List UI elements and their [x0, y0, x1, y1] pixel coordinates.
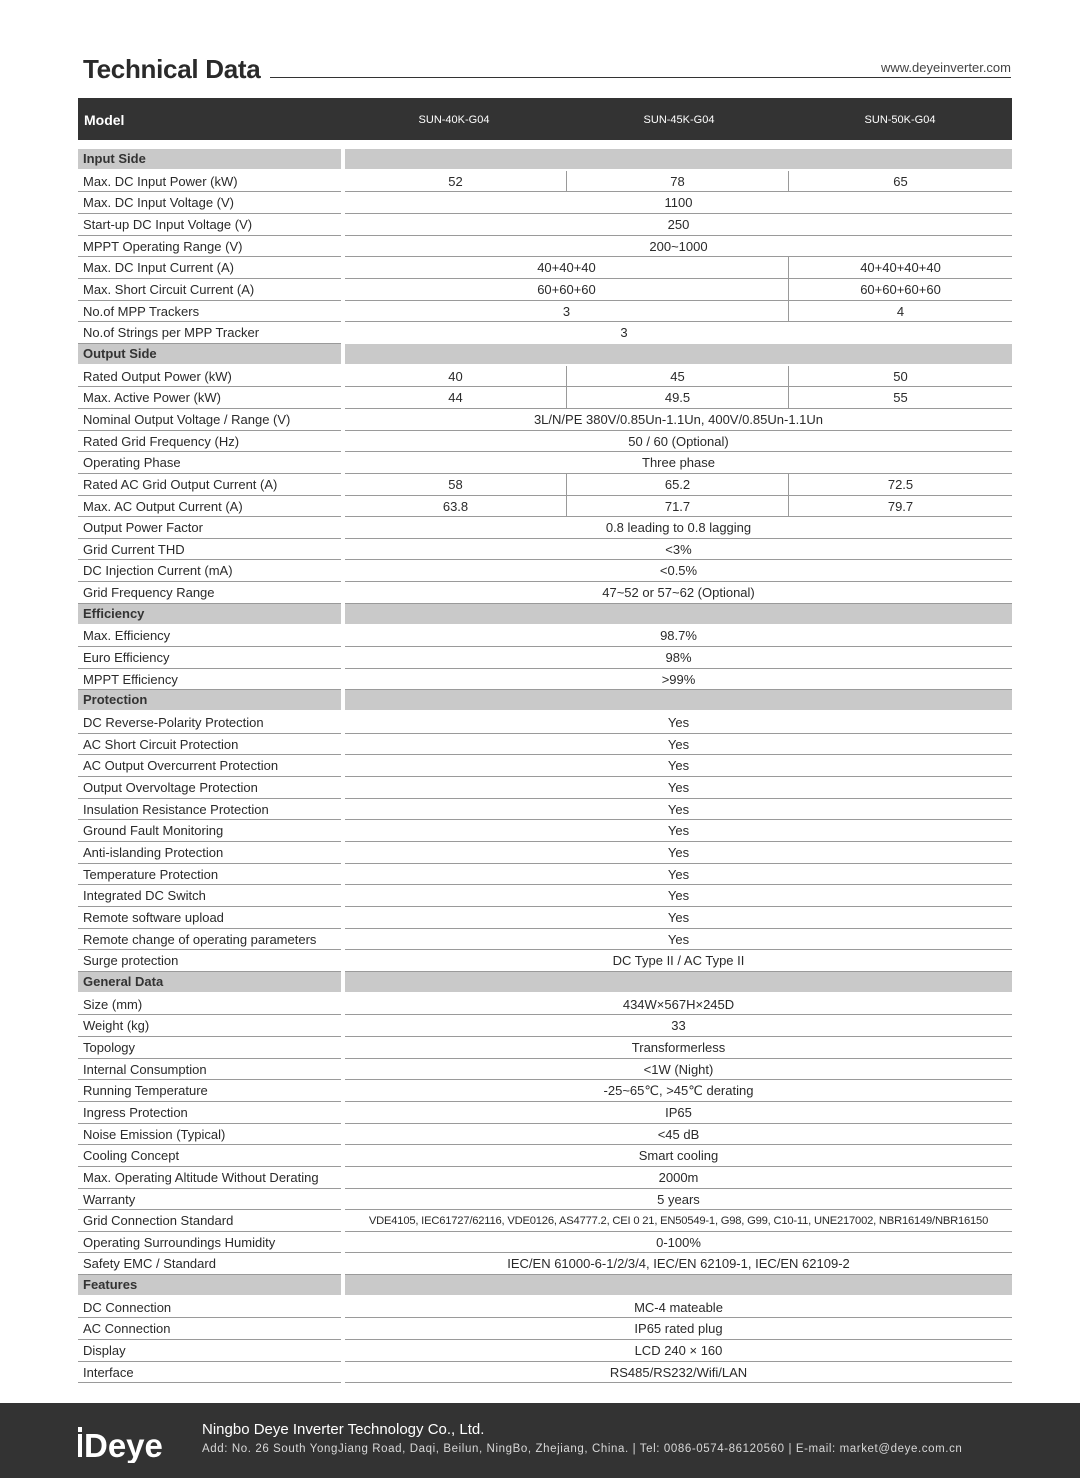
model-label: Model	[84, 112, 125, 128]
section-fill	[345, 690, 1012, 710]
spec-value: 50 / 60 (Optional)	[345, 431, 1012, 453]
section-title: Input Side	[78, 149, 341, 169]
model-name-3: SUN-50K-G04	[864, 114, 936, 126]
spec-value: 78	[567, 171, 789, 193]
spec-label: DC Connection	[78, 1297, 341, 1319]
spec-label: Insulation Resistance Protection	[78, 799, 341, 821]
spec-label: Size (mm)	[78, 994, 341, 1016]
spec-label: Output Power Factor	[78, 517, 341, 539]
spec-value: <1W (Night)	[345, 1059, 1012, 1081]
spec-value: 3	[345, 301, 789, 323]
spec-label: Internal Consumption	[78, 1059, 341, 1081]
table-row	[78, 799, 1012, 821]
spec-label: Max. DC Input Power (kW)	[78, 171, 341, 193]
model-header-bar	[78, 98, 1012, 140]
spec-value: 71.7	[567, 496, 789, 518]
spec-value: 72.5	[789, 474, 1012, 496]
spec-value: 60+60+60+60	[789, 279, 1012, 301]
spec-value: 3L/N/PE 380V/0.85Un-1.1Un, 400V/0.85Un-1.1Un	[345, 409, 1012, 431]
table-row	[78, 1102, 1012, 1124]
section-title: General Data	[78, 972, 341, 992]
spec-value: MC-4 mateable	[345, 1297, 1012, 1319]
spec-value: IP65 rated plug	[345, 1318, 1012, 1340]
spec-label: Noise Emission (Typical)	[78, 1124, 341, 1146]
section-header-row	[78, 690, 1012, 712]
table-row	[78, 994, 1012, 1016]
spec-value: -25~65℃, >45℃ derating	[345, 1080, 1012, 1102]
table-row	[78, 712, 1012, 734]
spec-value: 98%	[345, 647, 1012, 669]
section-header-row	[78, 1275, 1012, 1297]
spec-value: 47~52 or 57~62 (Optional)	[345, 582, 1012, 604]
section-fill	[345, 604, 1012, 624]
table-row	[78, 1167, 1012, 1189]
spec-value: Yes	[345, 777, 1012, 799]
spec-value: <3%	[345, 539, 1012, 561]
spec-label: Rated Output Power (kW)	[78, 366, 341, 388]
spec-label: Max. AC Output Current (A)	[78, 496, 341, 518]
spec-value: IP65	[345, 1102, 1012, 1124]
spec-value: 33	[345, 1015, 1012, 1037]
section-header-row	[78, 604, 1012, 626]
spec-label: Running Temperature	[78, 1080, 341, 1102]
table-row	[78, 474, 1012, 496]
page-title: Technical Data	[83, 54, 261, 84]
spec-label: Max. Efficiency	[78, 625, 341, 647]
spec-value: 1100	[345, 192, 1012, 214]
spec-value: Transformerless	[345, 1037, 1012, 1059]
spec-value: 63.8	[345, 496, 567, 518]
spec-value: 0-100%	[345, 1232, 1012, 1254]
table-row	[78, 322, 1012, 344]
spec-label: Max. DC Input Voltage (V)	[78, 192, 341, 214]
spec-label: Surge protection	[78, 950, 341, 972]
table-row	[78, 647, 1012, 669]
company-address: Add: No. 26 South YongJiang Road, Daqi, Beilun, NingBo, Zhejiang, China. | Tel: 0086-0574-86120560 | E-mail: market@deye.com.cn	[202, 1443, 963, 1455]
spec-value: 40	[345, 366, 567, 388]
spec-value: 79.7	[789, 496, 1012, 518]
spec-value: 5 years	[345, 1189, 1012, 1211]
spec-label: Max. Active Power (kW)	[78, 387, 341, 409]
table-row	[78, 777, 1012, 799]
table-row	[78, 864, 1012, 886]
table-row	[78, 387, 1012, 409]
spec-label: Integrated DC Switch	[78, 885, 341, 907]
table-row	[78, 496, 1012, 518]
spec-value: 98.7%	[345, 625, 1012, 647]
spec-value: >99%	[345, 669, 1012, 691]
table-row	[78, 1297, 1012, 1319]
spec-value: 434W×567H×245D	[345, 994, 1012, 1016]
spec-label: Cooling Concept	[78, 1145, 341, 1167]
table-row	[78, 820, 1012, 842]
spec-value: 40+40+40+40	[789, 257, 1012, 279]
spec-value: LCD 240 × 160	[345, 1340, 1012, 1362]
spec-value: DC Type II / AC Type II	[345, 950, 1012, 972]
section-title: Protection	[78, 690, 341, 710]
table-row	[78, 1145, 1012, 1167]
spec-label: Operating Phase	[78, 452, 341, 474]
spec-value: 3	[620, 325, 628, 341]
spec-value: VDE4105, IEC61727/62116, VDE0126, AS4777.2, CEI 0 21, EN50549-1, G98, G99, C10-11, UNE217002, NBR16149/NBR16150	[345, 1210, 1012, 1232]
section-fill	[345, 1275, 1012, 1295]
spec-label: Interface	[78, 1362, 341, 1384]
spec-value: Smart cooling	[345, 1145, 1012, 1167]
website-link[interactable]: www.deyeinverter.com	[880, 60, 1011, 75]
spec-value: 4	[789, 301, 1012, 323]
spec-label: No.of MPP Trackers	[78, 301, 341, 323]
spec-value: Yes	[345, 820, 1012, 842]
spec-label: Weight (kg)	[78, 1015, 341, 1037]
spec-label: Start-up DC Input Voltage (V)	[78, 214, 341, 236]
table-row	[78, 950, 1012, 972]
table-row	[78, 1015, 1012, 1037]
spec-value: 2000m	[345, 1167, 1012, 1189]
spec-label: MPPT Operating Range (V)	[78, 236, 341, 258]
table-row	[78, 582, 1012, 604]
deye-logo	[78, 1423, 178, 1463]
table-row	[78, 929, 1012, 951]
spec-value: 55	[789, 387, 1012, 409]
spec-label: Grid Connection Standard	[78, 1210, 341, 1232]
table-row	[78, 431, 1012, 453]
spec-value: 65	[789, 171, 1012, 193]
spec-value: Yes	[345, 907, 1012, 929]
table-row	[78, 192, 1012, 214]
spec-label: AC Connection	[78, 1318, 341, 1340]
spec-value: Yes	[345, 842, 1012, 864]
spec-label: No.of Strings per MPP Tracker	[78, 322, 341, 344]
spec-label: Safety EMC / Standard	[78, 1253, 341, 1275]
spec-label: AC Output Overcurrent Protection	[78, 755, 341, 777]
table-row	[78, 1080, 1012, 1102]
spec-value: <0.5%	[345, 560, 1012, 582]
spec-value: Yes	[345, 734, 1012, 756]
spec-label: Nominal Output Voltage / Range (V)	[78, 409, 341, 431]
table-row	[78, 755, 1012, 777]
table-row	[78, 236, 1012, 258]
spec-value: 49.5	[567, 387, 789, 409]
table-row	[78, 1037, 1012, 1059]
table-row	[78, 907, 1012, 929]
svg-text:Deye: Deye	[84, 1427, 163, 1463]
table-row	[78, 366, 1012, 388]
model-name-1: SUN-40K-G04	[418, 114, 490, 126]
company-name: Ningbo Deye Inverter Technology Co., Ltd.	[202, 1421, 485, 1438]
table-row	[78, 539, 1012, 561]
section-header-row	[78, 972, 1012, 994]
spec-value: Yes	[345, 885, 1012, 907]
spec-label: Remote change of operating parameters	[78, 929, 341, 951]
table-row	[78, 1362, 1012, 1384]
table-row	[78, 1253, 1012, 1275]
table-row	[78, 279, 1012, 301]
spec-value: 58	[345, 474, 567, 496]
spec-label: Output Overvoltage Protection	[78, 777, 341, 799]
spec-value: Yes	[345, 799, 1012, 821]
spec-label: Topology	[78, 1037, 341, 1059]
spec-label: Max. Short Circuit Current (A)	[78, 279, 341, 301]
spec-value: 50	[789, 366, 1012, 388]
table-row	[78, 669, 1012, 691]
table-row	[78, 560, 1012, 582]
spec-value: Three phase	[345, 452, 1012, 474]
table-row	[78, 301, 1012, 323]
section-fill	[345, 149, 1012, 169]
spec-value: 65.2	[567, 474, 789, 496]
table-row	[78, 409, 1012, 431]
spec-label: Max. Operating Altitude Without Derating	[78, 1167, 341, 1189]
spec-label: Operating Surroundings Humidity	[78, 1232, 341, 1254]
model-name-2: SUN-45K-G04	[643, 114, 715, 126]
spec-label: Max. DC Input Current (A)	[78, 257, 341, 279]
table-row	[78, 734, 1012, 756]
section-header-row	[78, 344, 1012, 366]
table-row	[78, 625, 1012, 647]
table-row	[78, 257, 1012, 279]
spec-label: Euro Efficiency	[78, 647, 341, 669]
section-fill	[345, 972, 1012, 992]
section-fill	[345, 344, 1012, 364]
spec-label: Remote software upload	[78, 907, 341, 929]
spec-value: Yes	[345, 712, 1012, 734]
spec-label: Warranty	[78, 1189, 341, 1211]
section-title: Efficiency	[78, 604, 341, 624]
table-row	[78, 214, 1012, 236]
spec-value: 44	[345, 387, 567, 409]
spec-value: IEC/EN 61000-6-1/2/3/4, IEC/EN 62109-1, IEC/EN 62109-2	[345, 1253, 1012, 1275]
spec-table	[78, 149, 1012, 1383]
spec-value: 40+40+40	[345, 257, 789, 279]
table-row	[78, 1210, 1012, 1232]
spec-value: 200~1000	[345, 236, 1012, 258]
spec-label: Anti-islanding Protection	[78, 842, 341, 864]
table-row	[78, 452, 1012, 474]
spec-value: Yes	[345, 864, 1012, 886]
table-row	[78, 885, 1012, 907]
section-title: Features	[78, 1275, 341, 1295]
page-footer	[0, 1403, 1080, 1478]
spec-label: Display	[78, 1340, 341, 1362]
spec-value: 52	[345, 171, 567, 193]
title-rule	[270, 77, 1011, 78]
spec-value: 0.8 leading to 0.8 lagging	[345, 517, 1012, 539]
spec-label: Temperature Protection	[78, 864, 341, 886]
table-row	[78, 517, 1012, 539]
section-title: Output Side	[78, 344, 341, 364]
spec-label: AC Short Circuit Protection	[78, 734, 341, 756]
spec-label: Rated AC Grid Output Current (A)	[78, 474, 341, 496]
spec-value: 60+60+60	[345, 279, 789, 301]
spec-label: MPPT Efficiency	[78, 669, 341, 691]
table-row	[78, 842, 1012, 864]
spec-value: Yes	[345, 929, 1012, 951]
spec-value: Yes	[345, 755, 1012, 777]
table-row	[78, 171, 1012, 193]
spec-value: <45 dB	[345, 1124, 1012, 1146]
spec-value: 250	[345, 214, 1012, 236]
spec-label: DC Reverse-Polarity Protection	[78, 712, 341, 734]
spec-label: DC Injection Current (mA)	[78, 560, 341, 582]
section-header-row	[78, 149, 1012, 171]
table-row	[78, 1059, 1012, 1081]
page-header	[83, 50, 1011, 86]
spec-label: Grid Current THD	[78, 539, 341, 561]
spec-label: Rated Grid Frequency (Hz)	[78, 431, 341, 453]
spec-label: Ground Fault Monitoring	[78, 820, 341, 842]
spec-value: RS485/RS232/Wifi/LAN	[345, 1362, 1012, 1384]
table-row	[78, 1232, 1012, 1254]
table-row	[78, 1318, 1012, 1340]
spec-label: Grid Frequency Range	[78, 582, 341, 604]
table-row	[78, 1340, 1012, 1362]
spec-value: 45	[567, 366, 789, 388]
spec-label: Ingress Protection	[78, 1102, 341, 1124]
table-row	[78, 1189, 1012, 1211]
table-row	[78, 1124, 1012, 1146]
